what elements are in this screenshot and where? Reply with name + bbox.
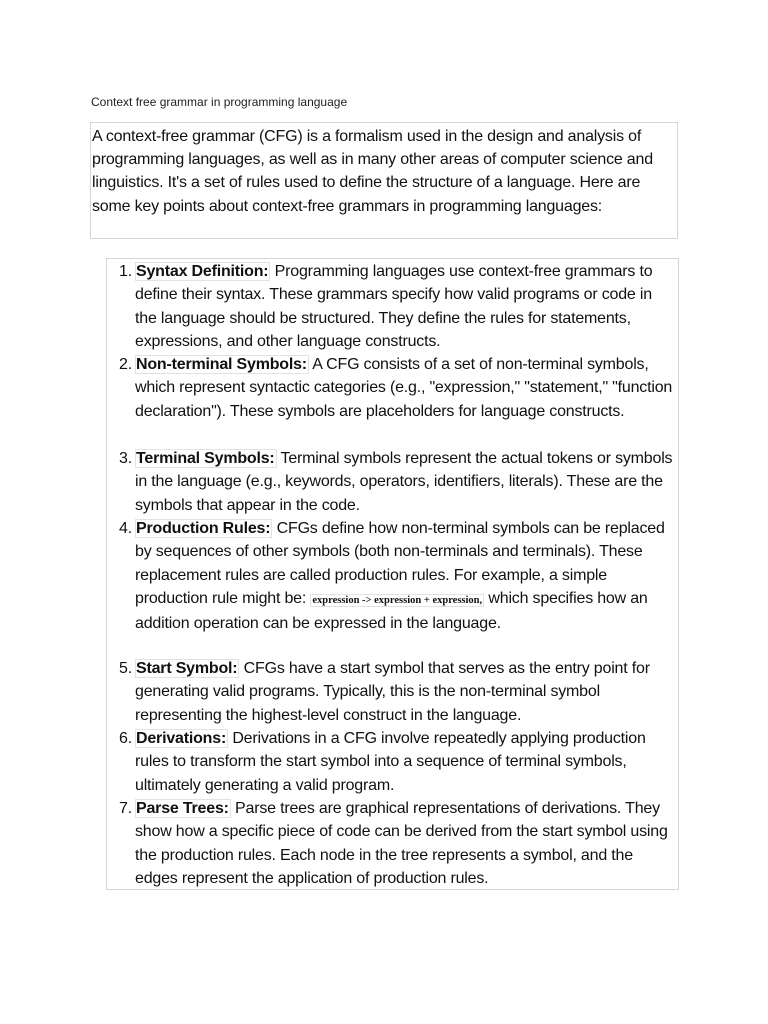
list-item-text: Derivations in a CFG involve repeatedly applying production rules to transform the start symbol into a sequence of terminal symbols, ultimately generating a valid program. (135, 730, 646, 794)
list-item-body (135, 657, 674, 727)
key-points-list (106, 258, 679, 890)
list-item-number: 4. (119, 520, 132, 537)
list-item-body (135, 727, 674, 797)
list-item-term: Production Rules: (136, 520, 271, 537)
list-item-text: Programming languages use context-free grammars to define their syntax. These grammars specify how valid programs or code in the language should be structured. They define the rules for statements, expressions, and other language constructs. (135, 263, 653, 350)
list-item-number: 5. (119, 660, 132, 677)
list-item-term: Syntax Definition: (136, 263, 269, 280)
list-item-text: CFGs define how non-terminal symbols can be replaced by sequences of other symbols (both non-terminals and terminals). These replacement rules are called production rules. For example, a simple production rule might be: (135, 520, 665, 607)
list-item-body (135, 797, 674, 890)
list-item-number: 2. (119, 356, 132, 373)
list-item-term: Start Symbol: (136, 660, 238, 677)
list-item-body (135, 517, 674, 635)
list-item-text-after: which specifies how an addition operation can be expressed in the language. (135, 589, 648, 633)
list-item-body (135, 353, 674, 423)
list-item-number: 1. (119, 263, 132, 280)
list-item-body (135, 260, 674, 353)
list-item-text: Parse trees are graphical representations of derivations. They show how a specific piece of code can be derived from the start symbol using the production rules. Each node in the tree represents a symbol, and the edges represent the application of production rules. (135, 800, 668, 887)
list-item-text: CFGs have a start symbol that serves as the entry point for generating valid programs. Typically, this is the non-terminal symbol representing the highest-level construct in the language. (135, 660, 650, 724)
list-item-term: Non-terminal Symbols: (136, 356, 307, 373)
list-item-number: 7. (119, 800, 132, 817)
list-item-number: 3. (119, 450, 132, 467)
list-item-term: Terminal Symbols: (136, 450, 275, 467)
list-item-text: Terminal symbols represent the actual tokens or symbols in the language (e.g., keywords, operators, identifiers, literals). These are the symbols that appear in the code. (135, 450, 673, 514)
list-item-text: A CFG consists of a set of non-terminal symbols, which represent syntactic categories (e.g., "expression," "statement," "function declaration"). These symbols are placeholders for language constructs. (135, 356, 673, 420)
list-item-number: 6. (119, 730, 132, 747)
production-rule-code: expression -> expression + expression, (312, 594, 483, 606)
list-item-body (135, 447, 674, 517)
intro-paragraph: A context-free grammar (CFG) is a formalism used in the design and analysis of programming languages, as well as in many other areas of computer science and linguistics. It's a set of rules used to define the structure of a language. Here are some key points about context-free grammars in programming languages: (90, 122, 678, 239)
page-title: Context free grammar in programming language (91, 95, 348, 109)
list-item-term: Derivations: (136, 730, 227, 747)
list-item-term: Parse Trees: (136, 800, 229, 817)
